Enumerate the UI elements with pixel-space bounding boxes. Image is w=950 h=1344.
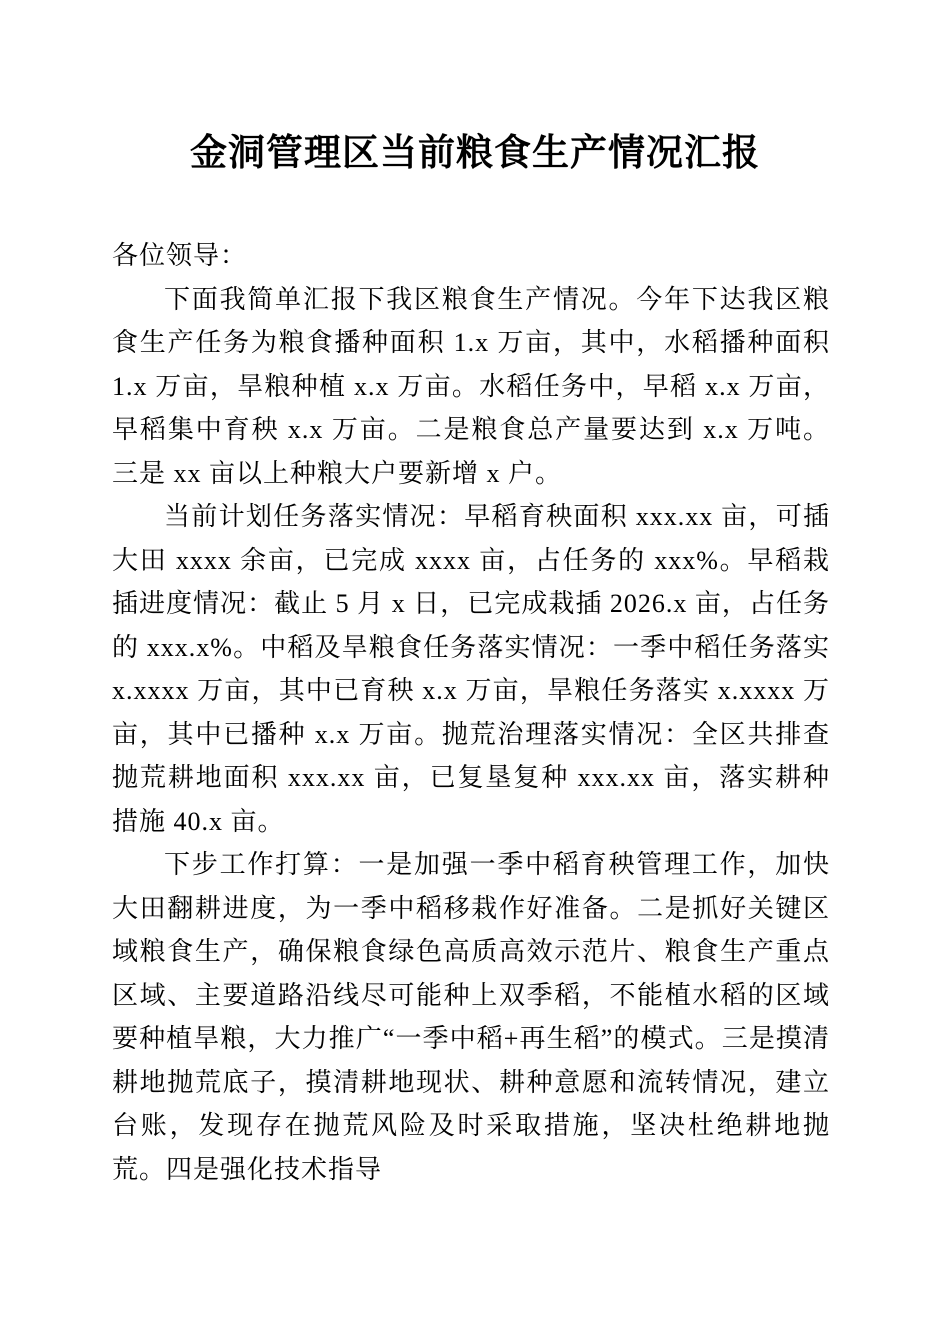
document-title: 金洞管理区当前粮食生产情况汇报 [190, 133, 760, 174]
paragraph-overview: 下面我简单汇报下我区粮食生产情况。今年下达我区粮食生产任务为粮食播种面积 1.x 万亩，其中，水稻播种面积 1.x 万亩，旱粮种植 x.x 万亩。水稻任务中，早稻 x.x 万亩，早稻集中育秧 x.x 万亩。二是粮食总产量要达到 x.x 万吨。三是 xx 亩以上种粮大户要新增 x 户。 [112, 284, 830, 488]
salutation-line: 各位领导： [112, 241, 248, 271]
document-body [0, 178, 950, 1191]
paragraph-next-steps: 下步工作打算：一是加强一季中稻育秧管理工作，加快大田翻耕进度，为一季中稻移栽作好准备。二是抓好关键区域粮食生产，确保粮食绿色高质高效示范片、粮食生产重点区域、主要道路沿线尽可能种上双季稻，不能植水稻的区域要种植旱粮，大力推广“一季中稻+再生稻”的模式。三是摸清耕地抛荒底子，摸清耕地现状、耕种意愿和流转情况，建立台账，发现存在抛荒风险及时采取措施，坚决杜绝耕地抛荒。四是强化技术指导 [112, 850, 830, 1184]
paragraph-current-plan-progress: 当前计划任务落实情况：早稻育秧面积 xxx.xx 亩，可插大田 xxxx 余亩，已完成 xxxx 亩，占任务的 xxx%。早稻栽插进度情况：截止 5 月 x 日，已完成栽插 2026.x 亩，占任务的 xxx.x%。中稻及旱粮食任务落实情况：一季中稻任务落实 x.xxxx 万亩，其中已育秧 x.x 万亩，旱粮任务落实 x.xxxx 万亩，其中已播种 x.x 万亩。抛荒治理落实情况：全区共排查抛荒耕地面积 xxx.xx 亩，已复垦复种 xxx.xx 亩，落实耕种措施 40.x 亩。 [112, 502, 830, 836]
